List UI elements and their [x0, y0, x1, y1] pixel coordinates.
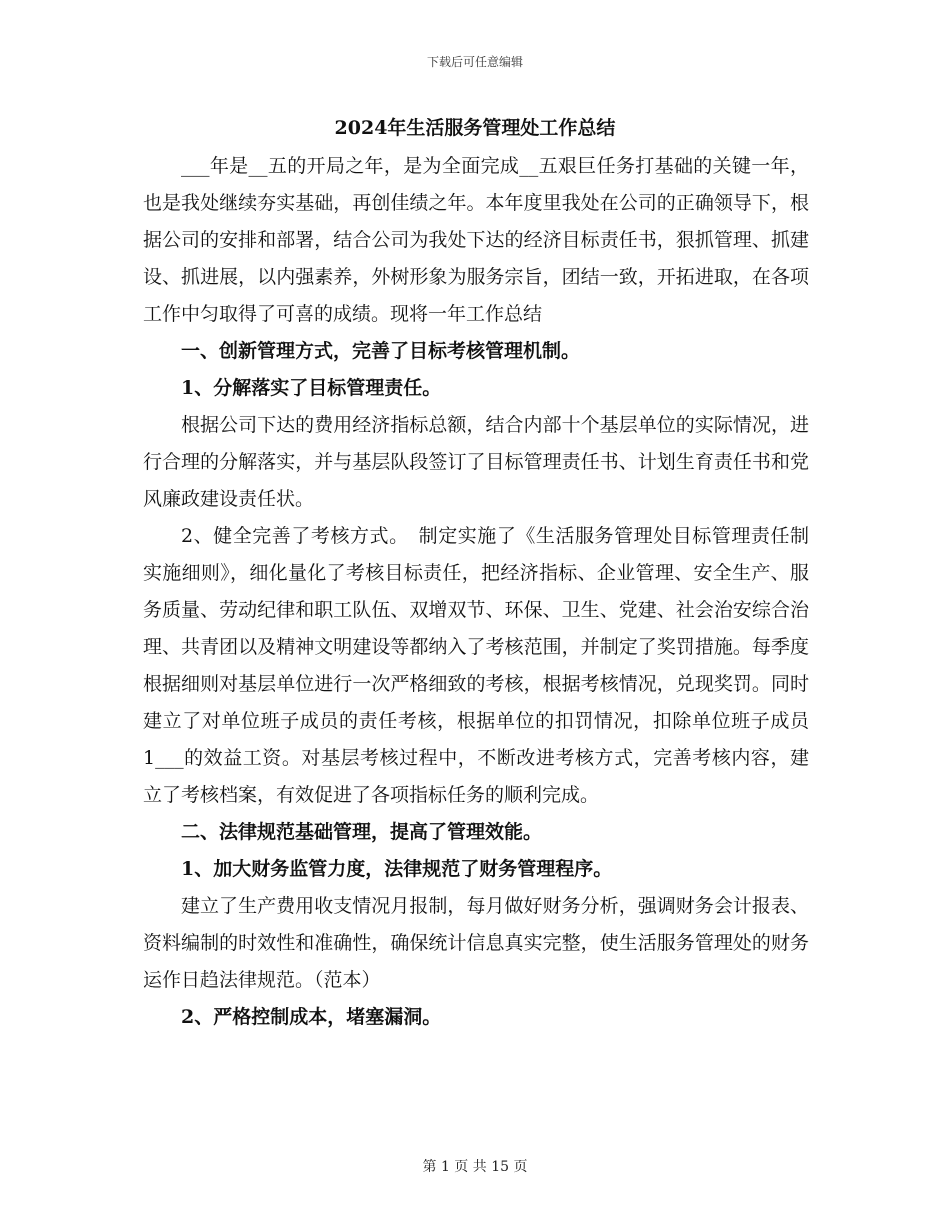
document-title: 2024年生活服务管理处工作总结 — [334, 117, 616, 139]
paragraph-assessment-method: 2、健全完善了考核方式。 制定实施了《生活服务管理处目标管理责任制实施细则》，细化量化了考核目标责任，把经济指标、企业管理、安全生产、服务质量、劳动纪律和职工队伍、双增双节、环保、卫生、党建、社会治安综合治理、共青团以及精神文明建设等都纳入了考核范围，并制定了奖罚措施。每季度根据细则对基层单位进行一次严格细致的考核，根据考核情况，兑现奖罚。同时建立了对单位班子成员的责任考核，根据单位的扣罚情况，扣除单位班子成员1___的效益工资。对基层考核过程中，不断改进考核方式，完善考核内容，建立了考核档案，有效促进了各项指标任务的顺利完成。 — [143, 525, 809, 806]
subsection-heading-2-2: 2、严格控制成本，堵塞漏洞。 — [181, 1006, 442, 1028]
document-body — [143, 148, 809, 1036]
paragraph-target-decomposition: 根据公司下达的费用经济指标总额，结合内部十个基层单位的实际情况，进行合理的分解落实，并与基层队段签订了目标管理责任书、计划生育责任书和党风廉政建设责任状。 — [143, 414, 809, 510]
section-heading-1: 一、创新管理方式，完善了目标考核管理机制。 — [181, 340, 581, 362]
subsection-heading-2-1: 1、加大财务监管力度，法律规范了财务管理程序。 — [181, 858, 613, 880]
download-note: 下载后可任意编辑 — [426, 55, 523, 69]
subsection-heading-1-1: 1、分解落实了目标管理责任。 — [181, 377, 442, 399]
page-number: 第 1 页 共 15 页 — [422, 1159, 528, 1175]
section-heading-2: 二、法律规范基础管理，提高了管理效能。 — [181, 821, 543, 843]
paragraph-finance-supervision: 建立了生产费用收支情况月报制，每月做好财务分析，强调财务会计报表、资料编制的时效性和准确性，确保统计信息真实完整，使生活服务管理处的财务运作日趋法律规范。（范本） — [143, 895, 809, 991]
intro-paragraph: ___年是__五的开局之年，是为全面完成__五艰巨任务打基础的关键一年，也是我处继续夯实基础，再创佳绩之年。本年度里我处在公司的正确领导下，根据公司的安排和部署，结合公司为我处下达的经济目标责任书，狠抓管理、抓建设、抓进展，以内强素养，外树形象为服务宗旨，团结一致，开拓进取，在各项工作中匀取得了可喜的成绩。现将一年工作总结 — [143, 155, 809, 325]
